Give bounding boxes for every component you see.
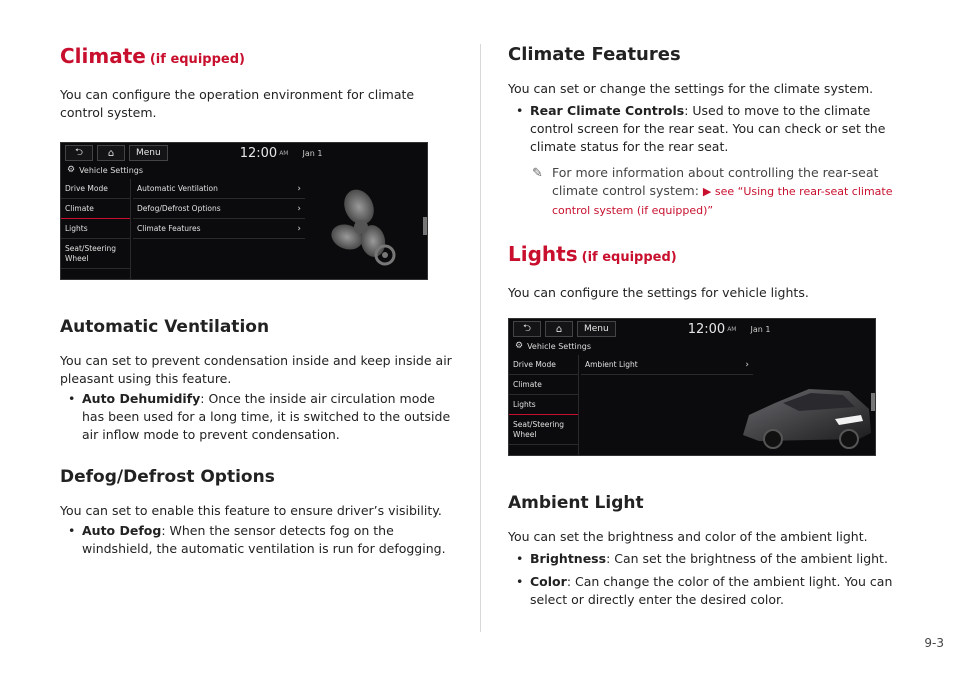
bullet-text: : Can change the color of the ambient light. You can select or directly enter the desired color. [530, 574, 893, 607]
bullet-text: : Can set the brightness of the ambient light. [606, 551, 888, 566]
list-item [60, 522, 452, 558]
settings-sidebar [509, 355, 579, 455]
sidebar-item-seat-steering[interactable]: Seat/Steering Wheel [509, 415, 578, 445]
left-column [60, 44, 452, 563]
submenu-item-ambient-light[interactable] [581, 355, 753, 375]
bullet-text: : When the sensor detects fog on the windshield, the automatic ventilation is run for defogging. [82, 523, 446, 556]
chevron-right-icon: › [297, 183, 301, 194]
list-item [60, 390, 452, 444]
submenu-item-defog-defrost[interactable] [133, 199, 305, 219]
climate-heading [60, 44, 452, 72]
side-panel-handle[interactable] [423, 217, 427, 235]
bullet-term: Brightness [530, 551, 607, 566]
list-item [508, 573, 903, 609]
sidebar-item-climate[interactable]: Climate [61, 199, 130, 219]
climate-features-bullets [508, 102, 903, 156]
submenu-label: Defog/Defrost Options [137, 204, 221, 213]
lights-submenu [581, 355, 753, 375]
back-icon[interactable]: ⮌ [513, 321, 541, 337]
ambient-light-intro: You can set the brightness and color of the ambient light. [508, 529, 868, 544]
auto-ventilation-intro: You can set to prevent condensation inside and keep inside air pleasant using this feature. [60, 353, 452, 386]
defog-defrost-title: Defog/Defrost Options [60, 467, 275, 487]
vehicle-settings-label: Vehicle Settings [79, 165, 144, 175]
bullet-text: : Used to move to the climate control screen for the rear seat. You can check or set the climate status for the rear seat. [530, 103, 886, 154]
bullet-term: Auto Dehumidify [82, 391, 201, 406]
info-note [508, 164, 903, 220]
vehicle-settings-header [61, 163, 427, 177]
lights-subtitle: (if equipped) [581, 250, 677, 265]
sidebar-item-lights[interactable]: Lights [61, 219, 130, 239]
clock-ampm: AM [279, 149, 289, 157]
climate-features-intro: You can set or change the settings for the climate system. [508, 81, 874, 96]
menu-button[interactable]: Menu [577, 321, 616, 337]
climate-features-title: Climate Features [508, 44, 681, 65]
sidebar-item-drive-mode[interactable]: Drive Mode [509, 355, 578, 375]
gear-icon: ⚙ [67, 165, 76, 175]
home-icon[interactable]: ⌂ [97, 145, 125, 161]
back-icon[interactable]: ⮌ [65, 145, 93, 161]
right-column [508, 44, 903, 614]
page-number: 9-3 [924, 636, 944, 650]
bullet-term: Rear Climate Controls [530, 103, 685, 118]
defog-defrost-intro: You can set to enable this feature to ensure driver’s visibility. [60, 503, 442, 518]
car-icon [739, 375, 873, 451]
submenu-label: Climate Features [137, 224, 201, 233]
auto-ventilation-title: Automatic Ventilation [60, 317, 270, 337]
vehicle-settings-label: Vehicle Settings [527, 341, 592, 351]
climate-subtitle: (if equipped) [149, 52, 245, 67]
column-divider [480, 44, 481, 632]
cross-reference-link[interactable]: see “Using the rear-seat climate control system (if equipped)” [552, 185, 893, 217]
ambient-light-title: Ambient Light [508, 493, 644, 513]
note-text: For more information about controlling the rear-seat climate control system: [552, 165, 879, 198]
screen-topbar [509, 319, 875, 339]
bullet-term: Auto Defog [82, 523, 162, 538]
list-item [508, 102, 903, 156]
fan-icon [329, 185, 409, 271]
lights-heading [508, 242, 903, 270]
lights-title: Lights [508, 242, 578, 266]
screen-body [61, 179, 427, 279]
chevron-right-icon: › [297, 203, 301, 214]
sidebar-item-lights[interactable]: Lights [509, 395, 578, 415]
sidebar-item-climate[interactable]: Climate [509, 375, 578, 395]
ambient-light-bullets [508, 550, 903, 609]
climate-submenu [133, 179, 305, 239]
defog-bullets [60, 522, 452, 558]
home-icon[interactable]: ⌂ [545, 321, 573, 337]
side-panel-handle[interactable] [871, 393, 875, 411]
bullet-text: : Once the inside air circulation mode has been used for a long time, it is switched to the outside air inflow mode to prevent condensation. [82, 391, 451, 442]
clock-date: Jan 1 [302, 148, 323, 158]
pencil-note-icon: ✎ [532, 166, 543, 181]
clock-date: Jan 1 [750, 324, 771, 334]
bullet-term: Color [530, 574, 567, 589]
settings-sidebar [61, 179, 131, 279]
climate-settings-screenshot [60, 142, 428, 280]
sidebar-item-drive-mode[interactable]: Drive Mode [61, 179, 130, 199]
sidebar-item-seat-steering[interactable]: Seat/Steering Wheel [61, 239, 130, 269]
chevron-right-icon: › [745, 359, 749, 370]
menu-button[interactable]: Menu [129, 145, 168, 161]
arrow-right-icon: ▶ [702, 185, 715, 198]
climate-title: Climate [60, 44, 146, 68]
submenu-label: Ambient Light [585, 360, 638, 369]
lights-settings-screenshot [508, 318, 876, 456]
lights-intro: You can configure the settings for vehicle lights. [508, 285, 809, 300]
list-item [508, 550, 903, 568]
clock-time: 12:00 [239, 145, 278, 161]
chevron-right-icon: › [297, 223, 301, 234]
clock-time: 12:00 [687, 321, 726, 337]
submenu-item-automatic-ventilation[interactable] [133, 179, 305, 199]
screen-topbar [61, 143, 427, 163]
submenu-item-climate-features[interactable] [133, 219, 305, 239]
gear-icon: ⚙ [515, 341, 524, 351]
climate-intro: You can configure the operation environment for climate control system. [60, 87, 415, 120]
auto-ventilation-bullets [60, 390, 452, 444]
vehicle-settings-header [509, 339, 875, 353]
clock-ampm: AM [727, 325, 737, 333]
screen-body [509, 355, 875, 455]
submenu-label: Automatic Ventilation [137, 184, 218, 193]
